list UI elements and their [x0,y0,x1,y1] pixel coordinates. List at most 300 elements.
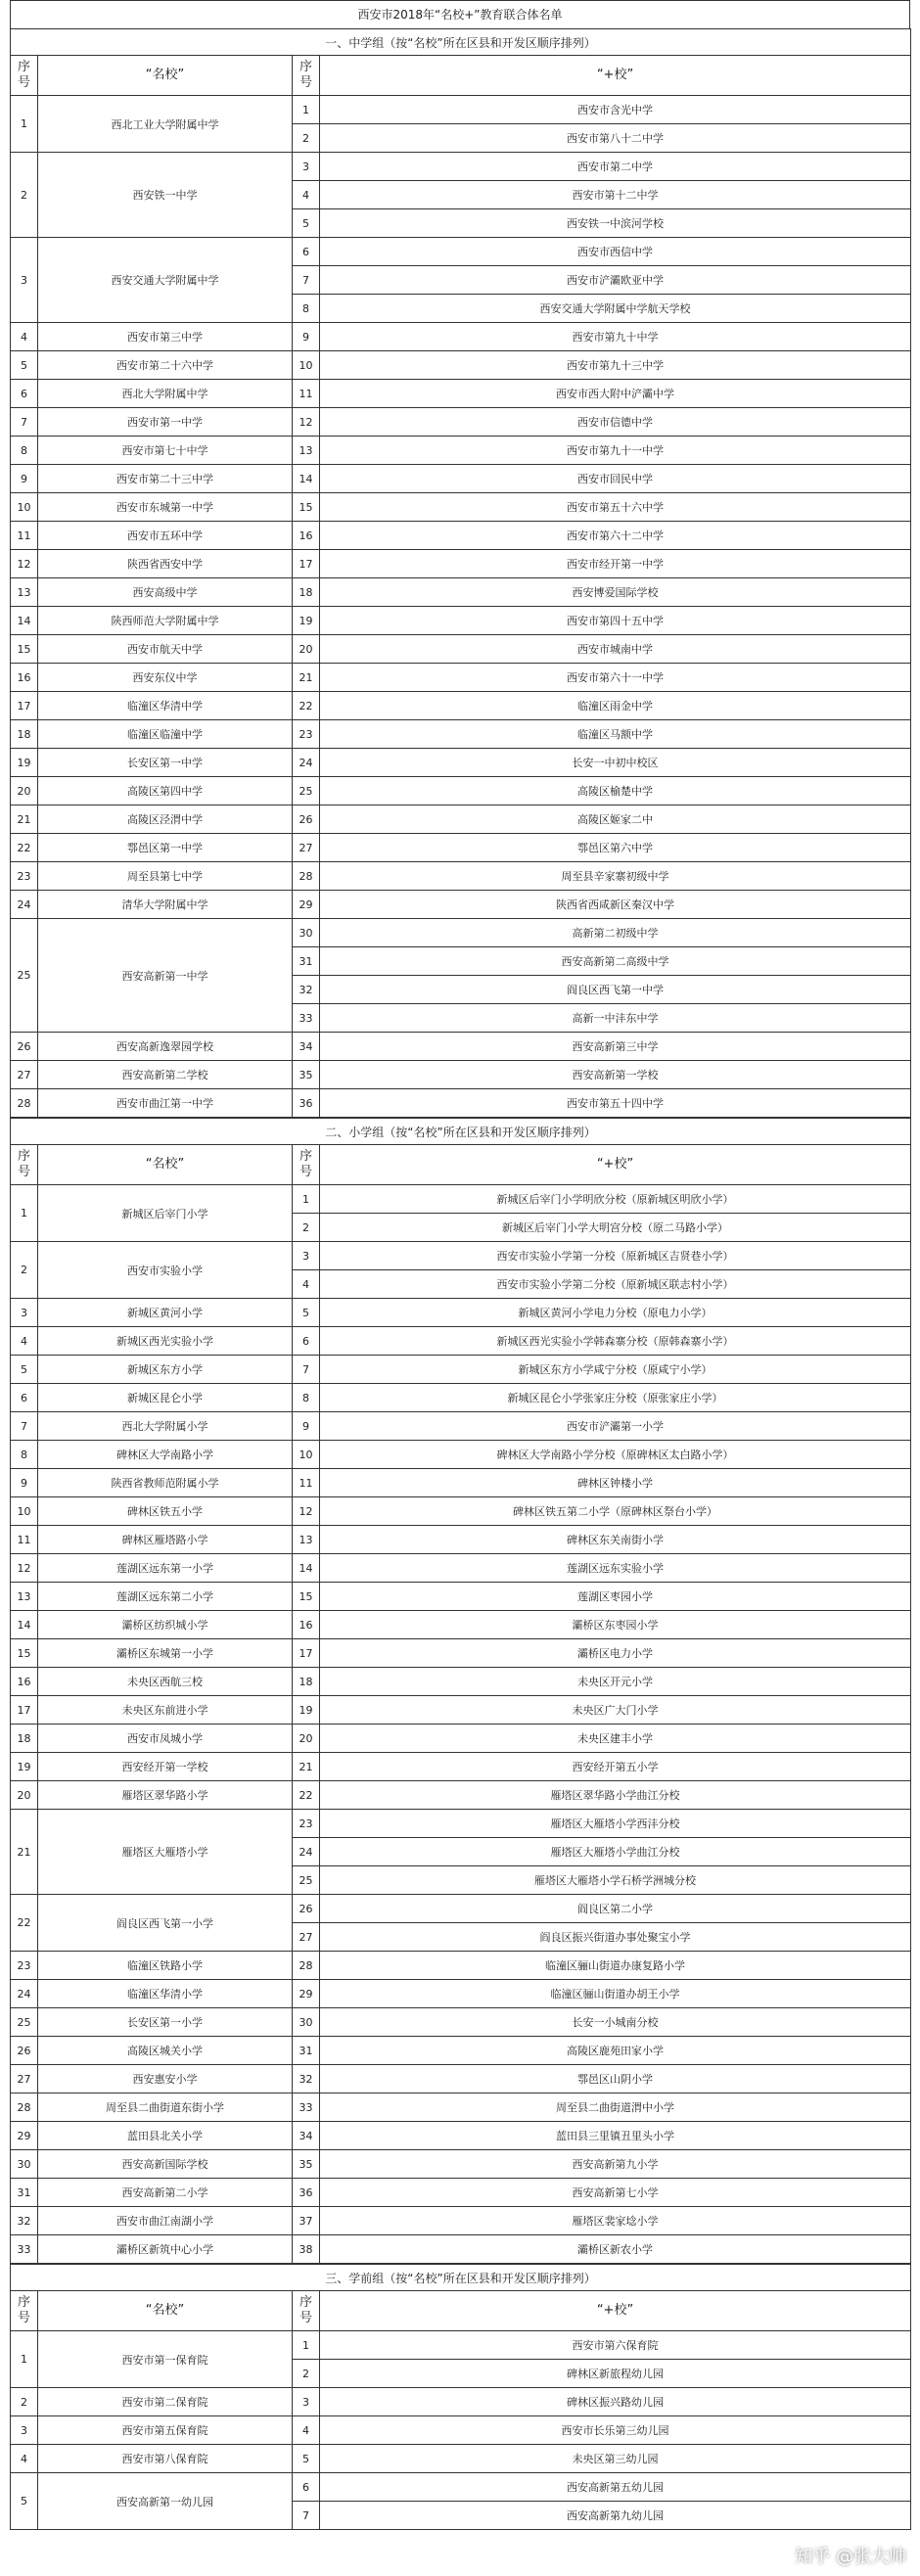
plus-school-no: 21 [293,664,320,692]
famous-school-name: 西安市东城第一中学 [38,493,293,522]
school-no: 1 [11,1185,38,1242]
school-no: 18 [11,720,38,749]
table-row [11,862,911,891]
header-plus-name: “+校” [320,2291,911,2331]
table-row [11,1185,911,1214]
famous-school-name: 西安市曲江南湖小学 [38,2207,293,2235]
document-title: 西安市2018年“名校+”教育联合体名单 [10,0,910,28]
famous-school-name: 西安铁一中学 [38,153,293,238]
table-row [11,720,911,749]
table-row [11,919,911,947]
plus-school-name: 西安市浐灞第一小学 [320,1412,911,1441]
plus-school-name: 碑林区钟楼小学 [320,1469,911,1497]
plus-school-name: 西安高新第七小学 [320,2179,911,2207]
plus-school-no: 6 [293,238,320,266]
plus-school-name: 蓝田县三里镇丑里头小学 [320,2122,911,2150]
famous-school-name: 陕西师范大学附属中学 [38,607,293,635]
school-no: 4 [11,2445,38,2473]
table-row [11,380,911,408]
plus-school-name: 长安一小城南分校 [320,2008,911,2037]
plus-school-name: 碑林区铁五第二小学（原碑林区祭台小学） [320,1497,911,1526]
plus-school-no: 27 [293,834,320,862]
table-row [11,1327,911,1356]
table-row [11,1810,911,1838]
plus-school-name: 未央区第三幼儿园 [320,2445,911,2473]
plus-school-no: 5 [293,2445,320,2473]
table-row [11,96,911,124]
plus-school-no: 11 [293,380,320,408]
plus-school-no: 31 [293,947,320,976]
plus-school-name: 西安市经开第一中学 [320,550,911,578]
famous-school-name: 西安东仪中学 [38,664,293,692]
school-no: 26 [11,1033,38,1061]
plus-school-no: 8 [293,1384,320,1412]
famous-school-name: 西安高新逸翠园学校 [38,1033,293,1061]
header-no: 序号 [11,2291,38,2331]
table-row [11,2416,911,2445]
famous-school-name: 西安高级中学 [38,578,293,607]
section-heading: 一、中学组（按“名校”所在区县和开发区顺序排列） [11,29,911,56]
famous-school-name: 雁塔区翠华路小学 [38,1781,293,1810]
plus-school-no: 20 [293,635,320,664]
plus-school-name: 新城区西光实验小学韩森寨分校（原韩森寨小学） [320,1327,911,1356]
document [10,0,910,2530]
plus-school-no: 2 [293,1214,320,1242]
famous-school-name: 西安市第一中学 [38,408,293,437]
plus-school-name: 未央区广大门小学 [320,1696,911,1725]
famous-school-name: 碑林区大学南路小学 [38,1441,293,1469]
famous-school-name: 西安高新国际学校 [38,2150,293,2179]
famous-school-name: 西安市第七十中学 [38,437,293,465]
school-no: 4 [11,1327,38,1356]
famous-school-name: 碑林区雁塔路小学 [38,1526,293,1554]
plus-school-no: 24 [293,749,320,777]
school-no: 2 [11,153,38,238]
plus-school-no: 23 [293,720,320,749]
plus-school-name: 周至县二曲街道渭中小学 [320,2093,911,2122]
section-heading: 三、学前组（按“名校”所在区县和开发区顺序排列） [11,2265,911,2291]
school-no: 9 [11,465,38,493]
header-name: “名校” [38,2291,293,2331]
table-row [11,1639,911,1668]
school-no: 1 [11,96,38,153]
plus-school-no: 10 [293,1441,320,1469]
school-no: 12 [11,1554,38,1583]
table-row [11,607,911,635]
plus-school-no: 26 [293,805,320,834]
table-row [11,238,911,266]
school-no: 22 [11,834,38,862]
school-no: 5 [11,2473,38,2530]
school-no: 14 [11,607,38,635]
plus-school-no: 34 [293,2122,320,2150]
school-no: 24 [11,891,38,919]
famous-school-name: 西安市第八保育院 [38,2445,293,2473]
school-no: 6 [11,380,38,408]
famous-school-name: 新城区西光实验小学 [38,1327,293,1356]
plus-school-no: 2 [293,124,320,153]
plus-school-name: 西安市信德中学 [320,408,911,437]
plus-school-no: 3 [293,2388,320,2416]
school-no: 28 [11,1089,38,1118]
school-no: 3 [11,2416,38,2445]
famous-school-name: 西安市第三中学 [38,323,293,351]
school-no: 19 [11,749,38,777]
famous-school-name: 周至县二曲街道东街小学 [38,2093,293,2122]
table-row [11,493,911,522]
famous-school-name: 西安市第二十六中学 [38,351,293,380]
plus-school-no: 10 [293,351,320,380]
plus-school-name: 阎良区西飞第一中学 [320,976,911,1004]
famous-school-name: 长安区第一中学 [38,749,293,777]
school-no: 25 [11,2008,38,2037]
section-heading: 二、小学组（按“名校”所在区县和开发区顺序排列） [11,1119,911,1145]
plus-school-name: 西安市含光中学 [320,96,911,124]
plus-school-no: 9 [293,323,320,351]
famous-school-name: 西安高新第二小学 [38,2179,293,2207]
plus-school-no: 29 [293,1980,320,2008]
plus-school-no: 1 [293,1185,320,1214]
famous-school-name: 西安高新第二学校 [38,1061,293,1089]
plus-school-no: 28 [293,862,320,891]
table-row [11,1952,911,1980]
table-row [11,1696,911,1725]
plus-school-no: 35 [293,2150,320,2179]
famous-school-name: 新城区黄河小学 [38,1299,293,1327]
table-row [11,351,911,380]
plus-school-name: 西安高新第三中学 [320,1033,911,1061]
table-row [11,2388,911,2416]
plus-school-no: 5 [293,209,320,238]
school-no: 4 [11,323,38,351]
table-row [11,1554,911,1583]
plus-school-name: 新城区昆仑小学张家庄分校（原张家庄小学） [320,1384,911,1412]
famous-school-name: 西安高新第一幼儿园 [38,2473,293,2530]
plus-school-no: 3 [293,153,320,181]
table-row [11,323,911,351]
plus-school-name: 西安市第二中学 [320,153,911,181]
plus-school-no: 25 [293,1866,320,1895]
school-no: 10 [11,1497,38,1526]
plus-school-name: 西安市西信中学 [320,238,911,266]
famous-school-name: 高陵区泾渭中学 [38,805,293,834]
plus-school-no: 29 [293,891,320,919]
header-plus-no: 序号 [293,56,320,96]
plus-school-name: 西安市第八十二中学 [320,124,911,153]
plus-school-name: 莲湖区远东实验小学 [320,1554,911,1583]
plus-school-no: 21 [293,1753,320,1781]
table-row [11,2093,911,2122]
plus-school-name: 西安市城南中学 [320,635,911,664]
famous-school-name: 碑林区铁五小学 [38,1497,293,1526]
plus-school-name: 未央区建丰小学 [320,1725,911,1753]
plus-school-no: 34 [293,1033,320,1061]
table-row [11,891,911,919]
plus-school-no: 16 [293,522,320,550]
famous-school-name: 临潼区华清小学 [38,1980,293,2008]
famous-school-name: 清华大学附属中学 [38,891,293,919]
plus-school-name: 碑林区振兴路幼儿园 [320,2388,911,2416]
famous-school-name: 陕西省教师范附属小学 [38,1469,293,1497]
plus-school-no: 18 [293,1668,320,1696]
plus-school-no: 37 [293,2207,320,2235]
plus-school-name: 西安市第五十四中学 [320,1089,911,1118]
school-no: 7 [11,1412,38,1441]
famous-school-name: 西安高新第一中学 [38,919,293,1033]
famous-school-name: 西安惠安小学 [38,2065,293,2093]
school-no: 11 [11,1526,38,1554]
plus-school-no: 6 [293,1327,320,1356]
plus-school-name: 西安市第四十五中学 [320,607,911,635]
plus-school-no: 5 [293,1299,320,1327]
watermark: 知乎 @张大帅 [795,2547,906,2567]
famous-school-name: 陕西省西安中学 [38,550,293,578]
table-row [11,2037,911,2065]
plus-school-no: 26 [293,1895,320,1923]
school-no: 19 [11,1753,38,1781]
school-no: 1 [11,2331,38,2388]
plus-school-no: 19 [293,1696,320,1725]
plus-school-name: 高陵区榆楚中学 [320,777,911,805]
famous-school-name: 未央区西航三校 [38,1668,293,1696]
plus-school-name: 雁塔区大雁塔小学曲江分校 [320,1838,911,1866]
plus-school-name: 西安市实验小学第一分校（原新城区吉贤巷小学） [320,1242,911,1270]
plus-school-name: 阎良区振兴街道办事处聚宝小学 [320,1923,911,1952]
plus-school-name: 西安市第六十一中学 [320,664,911,692]
plus-school-no: 30 [293,919,320,947]
plus-school-no: 6 [293,2473,320,2502]
famous-school-name: 灞桥区新筑中心小学 [38,2235,293,2264]
school-no: 20 [11,777,38,805]
school-no: 7 [11,408,38,437]
plus-school-name: 雁塔区裴家埝小学 [320,2207,911,2235]
famous-school-name: 西北大学附属中学 [38,380,293,408]
school-no: 31 [11,2179,38,2207]
school-no: 28 [11,2093,38,2122]
famous-school-name: 西安市航天中学 [38,635,293,664]
table-row [11,522,911,550]
table-row [11,1781,911,1810]
table-row [11,437,911,465]
plus-school-no: 19 [293,607,320,635]
famous-school-name: 西安经开第一学校 [38,1753,293,1781]
plus-school-name: 西安高新第九幼儿园 [320,2502,911,2530]
plus-school-no: 13 [293,437,320,465]
famous-school-name: 西安市五环中学 [38,522,293,550]
famous-school-name: 西安市第二十三中学 [38,465,293,493]
plus-school-name: 高新第二初级中学 [320,919,911,947]
school-no: 5 [11,351,38,380]
school-no: 9 [11,1469,38,1497]
school-no: 11 [11,522,38,550]
school-no: 25 [11,919,38,1033]
plus-school-name: 临潼区骊山街道办胡王小学 [320,1980,911,2008]
header-name: “名校” [38,56,293,96]
famous-school-name: 周至县第七中学 [38,862,293,891]
plus-school-name: 雁塔区大雁塔小学石桥学洲城分校 [320,1866,911,1895]
plus-school-no: 8 [293,295,320,323]
school-no: 2 [11,2388,38,2416]
famous-school-name: 长安区第一小学 [38,2008,293,2037]
plus-school-no: 14 [293,1554,320,1583]
plus-school-name: 西安市实验小学第二分校（原新城区联志村小学） [320,1270,911,1299]
section-table [10,1118,911,2264]
famous-school-name: 灞桥区纺织城小学 [38,1611,293,1639]
plus-school-name: 西安市第九十三中学 [320,351,911,380]
table-row [11,1033,911,1061]
plus-school-no: 38 [293,2235,320,2264]
plus-school-name: 碑林区东关南街小学 [320,1526,911,1554]
table-row [11,1299,911,1327]
plus-school-no: 31 [293,2037,320,2065]
table-row [11,692,911,720]
plus-school-no: 7 [293,266,320,295]
plus-school-no: 20 [293,1725,320,1753]
plus-school-no: 15 [293,1583,320,1611]
table-row [11,1611,911,1639]
plus-school-name: 新城区黄河小学电力分校（原电力小学） [320,1299,911,1327]
plus-school-no: 3 [293,1242,320,1270]
table-row [11,2065,911,2093]
plus-school-name: 长安一中初中校区 [320,749,911,777]
header-name: “名校” [38,1145,293,1185]
school-no: 2 [11,1242,38,1299]
plus-school-name: 雁塔区大雁塔小学西沣分校 [320,1810,911,1838]
plus-school-no: 28 [293,1952,320,1980]
school-no: 15 [11,635,38,664]
table-row [11,1441,911,1469]
header-no: 序号 [11,1145,38,1185]
plus-school-name: 碑林区大学南路小学分校（原碑林区太白路小学） [320,1441,911,1469]
plus-school-no: 12 [293,408,320,437]
school-no: 13 [11,1583,38,1611]
plus-school-name: 西安市第六保育院 [320,2331,911,2360]
plus-school-name: 灞桥区东枣园小学 [320,1611,911,1639]
plus-school-name: 临潼区雨金中学 [320,692,911,720]
table-row [11,2331,911,2360]
plus-school-no: 12 [293,1497,320,1526]
plus-school-no: 4 [293,2416,320,2445]
famous-school-name: 新城区昆仑小学 [38,1384,293,1412]
plus-school-no: 24 [293,1838,320,1866]
table-row [11,2235,911,2264]
plus-school-name: 西安交通大学附属中学航天学校 [320,295,911,323]
school-no: 16 [11,1668,38,1696]
plus-school-no: 22 [293,1781,320,1810]
plus-school-name: 西安市第九十一中学 [320,437,911,465]
plus-school-name: 西安博爱国际学校 [320,578,911,607]
school-no: 33 [11,2235,38,2264]
table-row [11,1497,911,1526]
school-no: 22 [11,1895,38,1952]
table-row [11,664,911,692]
plus-school-name: 临潼区马额中学 [320,720,911,749]
school-no: 27 [11,2065,38,2093]
famous-school-name: 西安市第五保育院 [38,2416,293,2445]
plus-school-name: 灞桥区新农小学 [320,2235,911,2264]
famous-school-name: 鄠邑区第一中学 [38,834,293,862]
plus-school-name: 西安市回民中学 [320,465,911,493]
plus-school-no: 30 [293,2008,320,2037]
famous-school-name: 西安市第二保育院 [38,2388,293,2416]
table-row [11,2445,911,2473]
school-no: 32 [11,2207,38,2235]
famous-school-name: 新城区后宰门小学 [38,1185,293,1242]
plus-school-name: 西安高新第五幼儿园 [320,2473,911,2502]
school-no: 3 [11,1299,38,1327]
school-no: 21 [11,805,38,834]
table-row [11,2122,911,2150]
famous-school-name: 雁塔区大雁塔小学 [38,1810,293,1895]
famous-school-name: 西安交通大学附属中学 [38,238,293,323]
plus-school-name: 鄠邑区山阴小学 [320,2065,911,2093]
plus-school-name: 灞桥区电力小学 [320,1639,911,1668]
plus-school-no: 32 [293,2065,320,2093]
plus-school-no: 16 [293,1611,320,1639]
school-no: 21 [11,1810,38,1895]
school-no: 12 [11,550,38,578]
table-row [11,1089,911,1118]
plus-school-name: 高陵区鹿苑田家小学 [320,2037,911,2065]
famous-school-name: 莲湖区远东第二小学 [38,1583,293,1611]
plus-school-no: 1 [293,2331,320,2360]
school-no: 29 [11,2122,38,2150]
plus-school-no: 4 [293,181,320,209]
plus-school-no: 33 [293,1004,320,1033]
table-row [11,2150,911,2179]
plus-school-name: 西安市第十二中学 [320,181,911,209]
table-row [11,153,911,181]
plus-school-name: 新城区东方小学咸宁分校（原咸宁小学） [320,1356,911,1384]
famous-school-name: 西安市凤城小学 [38,1725,293,1753]
table-row [11,2473,911,2502]
famous-school-name: 蓝田县北关小学 [38,2122,293,2150]
tables-container [10,28,910,2530]
plus-school-name: 西安高新第一学校 [320,1061,911,1089]
table-row [11,408,911,437]
plus-school-no: 22 [293,692,320,720]
table-row [11,465,911,493]
header-plus-no: 序号 [293,1145,320,1185]
plus-school-no: 2 [293,2360,320,2388]
plus-school-no: 9 [293,1412,320,1441]
table-row [11,1526,911,1554]
plus-school-name: 西安市长乐第三幼儿园 [320,2416,911,2445]
plus-school-no: 35 [293,1061,320,1089]
school-no: 15 [11,1639,38,1668]
plus-school-no: 27 [293,1923,320,1952]
table-row [11,1242,911,1270]
table-row [11,578,911,607]
famous-school-name: 西北大学附属小学 [38,1412,293,1441]
table-row [11,2179,911,2207]
table-row [11,1412,911,1441]
plus-school-no: 4 [293,1270,320,1299]
table-row [11,1980,911,2008]
plus-school-name: 高新一中沣东中学 [320,1004,911,1033]
school-no: 5 [11,1356,38,1384]
plus-school-no: 14 [293,465,320,493]
table-row [11,805,911,834]
school-no: 23 [11,1952,38,1980]
plus-school-no: 36 [293,1089,320,1118]
plus-school-name: 西安高新第九小学 [320,2150,911,2179]
plus-school-no: 36 [293,2179,320,2207]
table-row [11,1583,911,1611]
famous-school-name: 西安市实验小学 [38,1242,293,1299]
famous-school-name: 西安市第一保育院 [38,2331,293,2388]
school-no: 8 [11,1441,38,1469]
